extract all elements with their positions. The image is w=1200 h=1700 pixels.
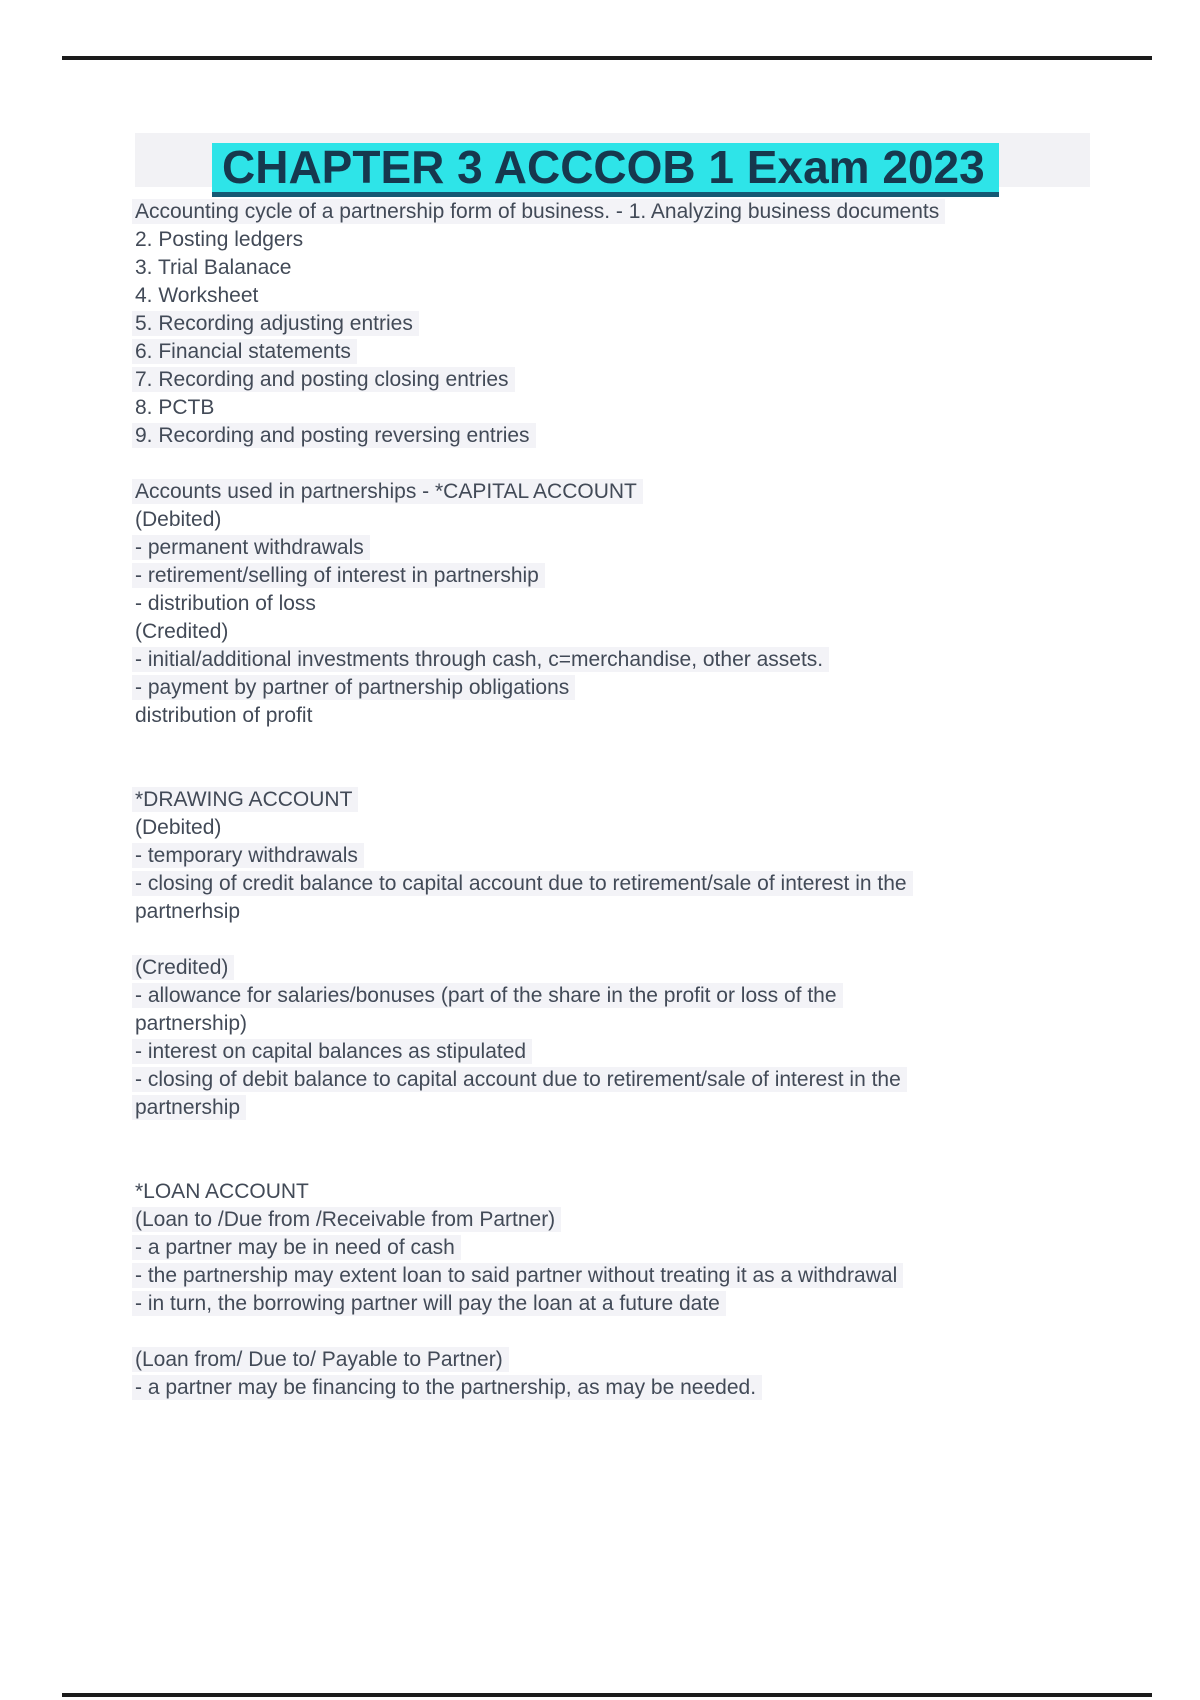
text-line: [135, 926, 1095, 954]
text-line: partnership): [135, 1012, 248, 1035]
text-line: Accounting cycle of a partnership form of business. - 1. Analyzing business documents: [135, 198, 1095, 226]
text-line: distribution of profit: [135, 704, 313, 727]
document-body: [135, 198, 1095, 1402]
text-line: - initial/additional investments through cash, c=merchandise, other assets.: [135, 646, 1095, 674]
text-line: - a partner may be in need of cash: [135, 1234, 1095, 1262]
text-line: [135, 730, 1095, 758]
text-line: 2. Posting ledgers: [135, 228, 304, 251]
text-line: 9. Recording and posting reversing entries: [135, 422, 1095, 450]
text-line: 6. Financial statements: [135, 338, 1095, 366]
text-line: - permanent withdrawals: [135, 534, 1095, 562]
document-title: CHAPTER 3 ACCCOB 1 Exam 2023: [212, 143, 999, 197]
text-line: [135, 758, 1095, 786]
text-line: partnerhsip: [135, 900, 241, 923]
text-line: *LOAN ACCOUNT: [135, 1180, 309, 1203]
text-line: (Credited): [135, 620, 229, 643]
text-line: 3. Trial Balanace: [135, 256, 292, 279]
text-line: [135, 1122, 1095, 1150]
text-line: 8. PCTB: [135, 396, 215, 419]
title-band: [135, 133, 1090, 193]
text-line: - allowance for salaries/bonuses (part of the share in the profit or loss of the: [135, 982, 1095, 1010]
text-line: (Loan to /Due from /Receivable from Partner): [135, 1206, 1095, 1234]
document-content: [135, 133, 1095, 1402]
top-border-line: [62, 56, 1152, 60]
text-line: - interest on capital balances as stipulated: [135, 1038, 1095, 1066]
text-line: [135, 1150, 1095, 1178]
text-line: 4. Worksheet: [135, 284, 259, 307]
text-line: - the partnership may extent loan to said partner without treating it as a withdrawal: [135, 1262, 1095, 1290]
text-line: - payment by partner of partnership obligations: [135, 674, 1095, 702]
text-line: - in turn, the borrowing partner will pay the loan at a future date: [135, 1290, 1095, 1318]
text-line: (Debited): [135, 816, 222, 839]
text-line: - closing of credit balance to capital account due to retirement/sale of interest in the: [135, 870, 1095, 898]
text-line: - closing of debit balance to capital account due to retirement/sale of interest in the: [135, 1066, 1095, 1094]
text-line: (Credited): [135, 954, 1095, 982]
text-line: - retirement/selling of interest in partnership: [135, 562, 1095, 590]
text-line: *DRAWING ACCOUNT: [135, 786, 1095, 814]
text-line: Accounts used in partnerships - *CAPITAL ACCOUNT: [135, 478, 1095, 506]
bottom-border-line: [62, 1693, 1152, 1697]
text-line: - distribution of loss: [135, 592, 316, 615]
text-line: (Debited): [135, 508, 222, 531]
text-line: - a partner may be financing to the partnership, as may be needed.: [135, 1374, 1095, 1402]
text-line: 7. Recording and posting closing entries: [135, 366, 1095, 394]
text-line: 5. Recording adjusting entries: [135, 310, 1095, 338]
text-line: (Loan from/ Due to/ Payable to Partner): [135, 1346, 1095, 1374]
text-line: [135, 450, 1095, 478]
text-line: partnership: [135, 1094, 1095, 1122]
text-line: [135, 1318, 1095, 1346]
text-line: - temporary withdrawals: [135, 842, 1095, 870]
